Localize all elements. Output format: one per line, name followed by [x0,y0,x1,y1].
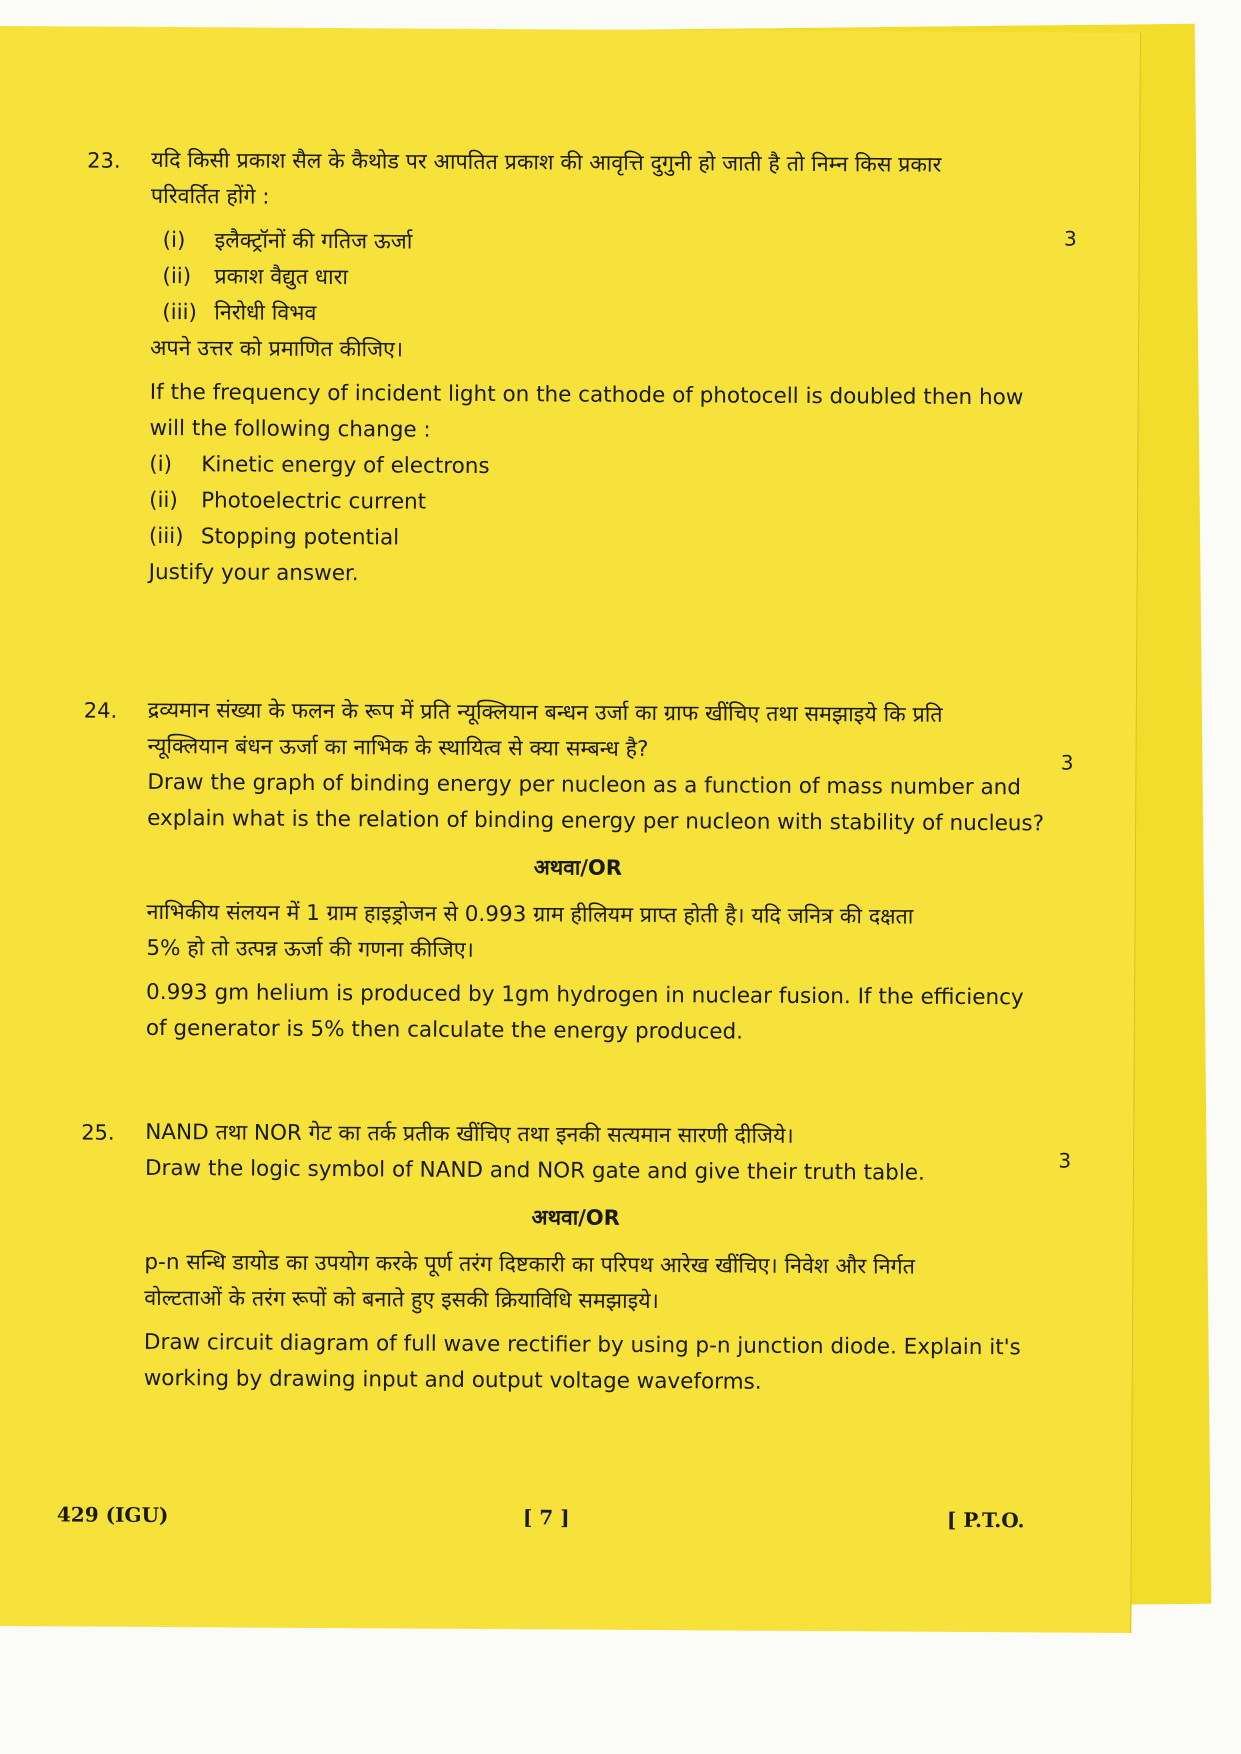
hindi-text: परिवर्तित होंगे : [150,183,270,210]
list-item: (i) Kinetic energy of electrons [149,451,490,479]
english-text: Justify your answer. [148,559,359,587]
marks: 3 [1063,226,1077,251]
question-number: 25. [81,1120,115,1145]
hindi-text: 5% हो तो उत्पन्न ऊर्जा की गणना कीजिए। [146,935,474,963]
question-24 [82,693,1074,1053]
question-number: 24. [83,698,118,723]
english-text: 0.993 gm helium is produced by 1gm hydrogen in nuclear fusion. If the efficiency [146,979,1024,1011]
list-item: (iii) Stopping potential [148,523,400,551]
marks: 3 [1060,750,1074,775]
list-item: (ii) प्रकाश वैद्युत धारा [162,263,349,291]
page-number: [ 7 ] [522,1505,570,1530]
english-text: explain what is the relation of binding energy per nucleon with stability of nucleus? [147,805,1045,837]
hindi-text: यदि किसी प्रकाश सैल के कैथोड पर आपतित प्रकाश की आवृत्ति दुगुनी हो जाती है तो निम्न किस प्रकार [151,147,942,178]
hindi-text: न्यूक्लियान बंधन ऊर्जा का नाभिक के स्थायित्व से क्या सम्बन्ध है? [147,733,649,762]
paper-code: 429 (IGU) [56,1502,169,1528]
or-divider: अथवा/OR [533,855,623,880]
question-number: 23. [87,148,121,173]
question-25 [80,1115,1072,1403]
hindi-text: अपने उत्तर को प्रमाणित कीजिए। [149,335,404,363]
marks: 3 [1058,1148,1072,1173]
hindi-text: वोल्टताओं के तरंग रूपों को बनाते हुए इसकी क्रियाविधि समझाइये। [144,1285,659,1315]
list-item: (iii) निरोधी विभव [162,299,317,326]
hindi-text: NAND तथा NOR गेट का तर्क प्रतीक खींचिए तथा इनकी सत्यमान सारणी दीजिये। [145,1119,794,1149]
english-text: working by drawing input and output voltage waveforms. [143,1365,762,1395]
english-text: Draw the graph of binding energy per nucleon as a function of mass number and [147,769,1022,801]
list-item: (i) इलैक्ट्रॉनों की गतिज ऊर्जा [162,227,413,255]
english-text: of generator is 5% then calculate the energy produced. [145,1015,744,1045]
question-23 [85,143,1078,597]
or-divider: अथवा/OR [531,1205,620,1230]
list-item: (ii) Photoelectric current [149,487,427,515]
hindi-text: नाभिकीय संलयन में 1 ग्राम हाइड्रोजन से 0.993 ग्राम हीलियम प्राप्त होती है। यदि जनित्र की दक्षता [146,899,914,930]
english-text: Draw circuit diagram of full wave rectifier by using p-n junction diode. Explain it's [143,1329,1021,1361]
exam-page [0,26,1141,1633]
pto-label: [ P.T.O. [946,1507,1025,1533]
hindi-text: द्रव्यमान संख्या के फलन के रूप में प्रति न्यूक्लियान बन्धन उर्जा का ग्राफ खींचिए तथा समझाइये कि प्रति [147,697,943,728]
english-text: If the frequency of incident light on the cathode of photocell is doubled then how [149,379,1024,411]
hindi-text: p-n सन्धि डायोड का उपयोग करके पूर्ण तरंग दिष्टकारी का परिपथ आरेख खींचिए। निवेश और निर्गत [144,1249,915,1280]
english-text: will the following change : [149,415,431,443]
english-text: Draw the logic symbol of NAND and NOR gate and give their truth table. [144,1155,925,1186]
